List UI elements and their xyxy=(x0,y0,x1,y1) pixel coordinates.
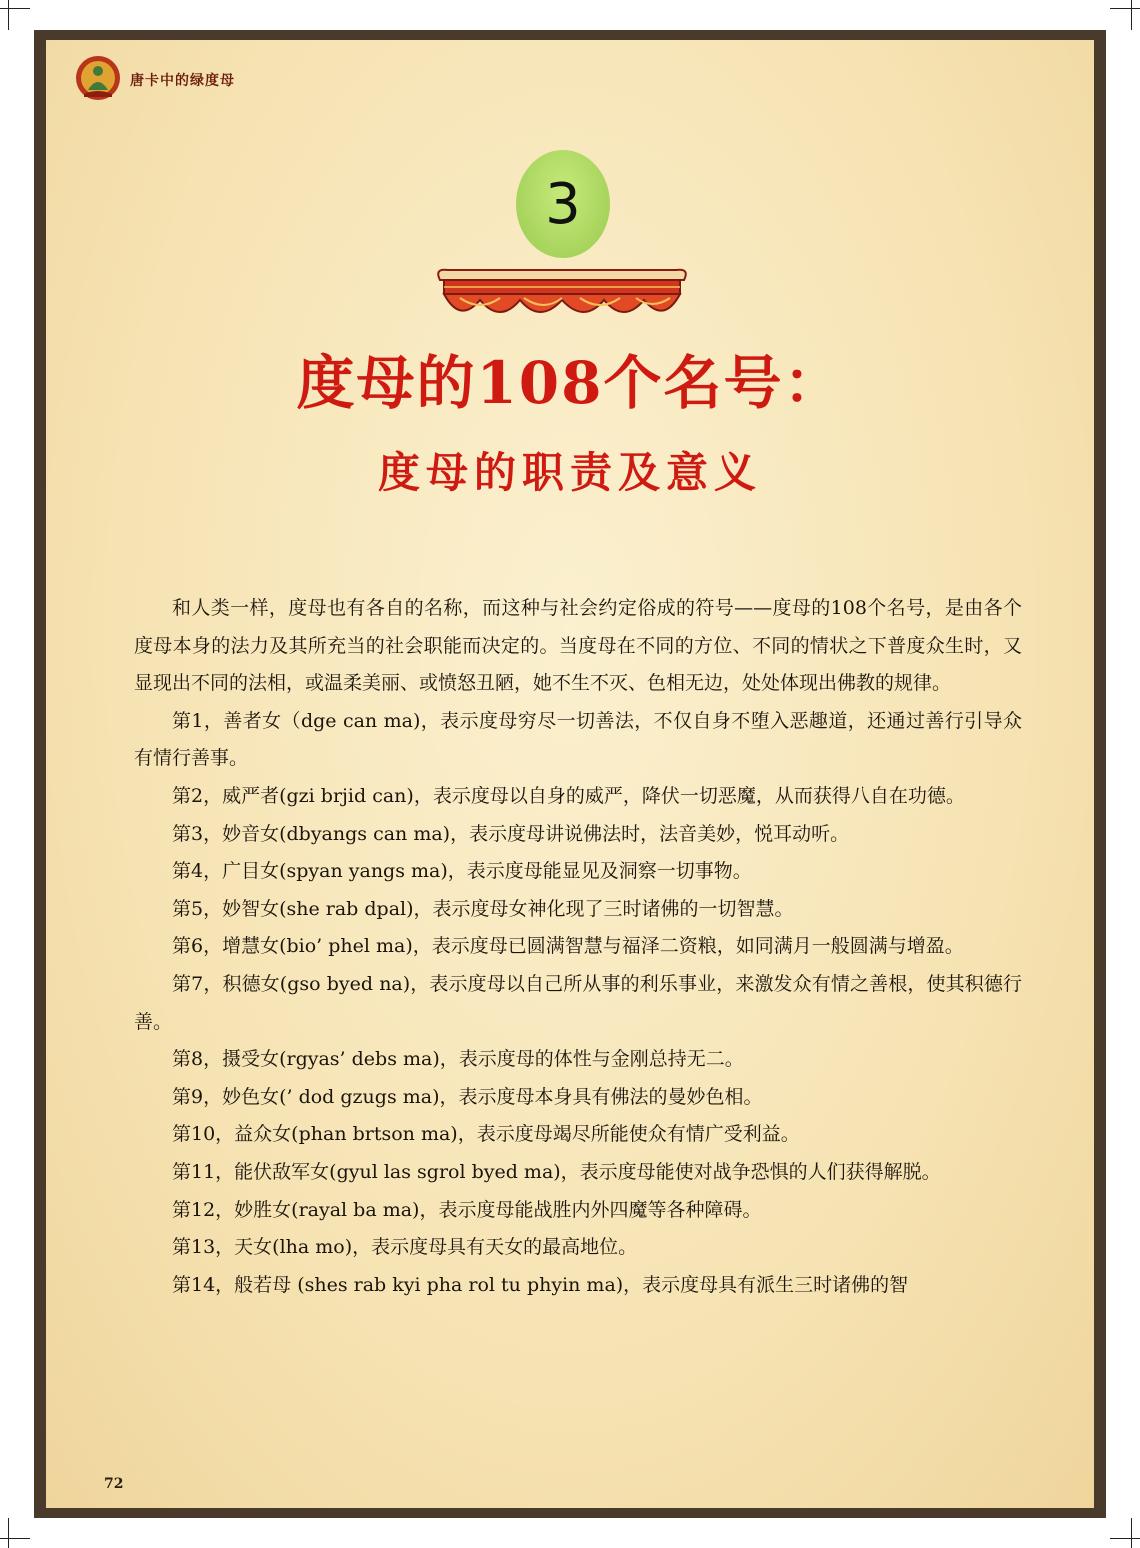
crop-mark xyxy=(8,0,9,30)
chapter-number: 3 xyxy=(545,171,581,237)
paragraph: 第5，妙智女(she rab dpal)，表示度母女神化现了三时诸佛的一切智慧。 xyxy=(172,897,794,920)
running-header: 唐卡中的绿度母 xyxy=(130,73,235,89)
book-page xyxy=(46,40,1094,1508)
green-tara-thangka-icon xyxy=(74,54,122,102)
paragraph: 和人类一样，度母也有各自的名称，而这种与社会约定俗成的符号——度母的108个名号，是由各个度母本身的法力及其所充当的社会职能而决定的。当度母在不同的方位、不同的情状之下普度众生时，又显现出不同的法相，或温柔美丽、或愤怒丑陋，她不生不灭、色相无边，处处体现出佛教的规律。 xyxy=(134,597,1022,695)
paragraph: 第10，益众女(phan brtson ma)，表示度母竭尽所能使众有情广受利益。 xyxy=(172,1123,800,1146)
paragraph: 第1，善者女（dge can ma)，表示度母穷尽一切善法，不仅自身不堕入恶趣道，还通过善行引导众有情行善事。 xyxy=(134,709,1022,770)
paragraph: 第6，增慧女(bio’ phel ma)，表示度母已圆满智慧与福泽二资粮，如同满月一般圆满与增盈。 xyxy=(172,935,964,958)
paragraph: 第12，妙胜女(rayal ba ma)，表示度母能战胜内外四魔等各种障碍。 xyxy=(172,1198,762,1221)
paragraph: 第8，摄受女(rgyas’ debs ma)，表示度母的体性与金刚总持无二。 xyxy=(172,1048,744,1071)
paragraph: 第13，天女(lha mo)，表示度母具有天女的最高地位。 xyxy=(172,1236,638,1259)
body-text xyxy=(134,590,1022,1304)
paragraph: 第7，积德女(gso byed na)，表示度母以自己所从事的利乐事业，来激发众有情之善根，使其积德行善。 xyxy=(134,972,1022,1033)
paragraph: 第14，般若母 (shes rab kyi pha rol tu phyin ma)，表示度母具有派生三时诸佛的智 xyxy=(172,1273,909,1296)
crop-mark xyxy=(1131,1518,1132,1548)
page-title: 度母的108个名号： xyxy=(296,349,844,417)
crop-mark xyxy=(1131,0,1132,30)
crop-mark xyxy=(1110,1538,1140,1539)
paragraph: 第3，妙音女(dbyangs can ma)，表示度母讲说佛法时，法音美妙，悦耳动听。 xyxy=(172,822,850,845)
paragraph: 第9，妙色女(’ dod gzugs ma)，表示度母本身具有佛法的曼妙色相。 xyxy=(172,1085,763,1108)
crop-mark xyxy=(8,1518,9,1548)
crop-mark xyxy=(1110,8,1140,9)
crop-mark xyxy=(0,8,30,9)
paragraph: 第4，广目女(spyan yangs ma)，表示度母能显见及洞察一切事物。 xyxy=(172,860,752,883)
page-number: 72 xyxy=(104,1476,124,1492)
paragraph: 第2，威严者(gzi brjid can)，表示度母以自身的威严，降伏一切恶魔，从而获得八自在功德。 xyxy=(172,784,965,807)
paragraph: 第11，能伏敌军女(gyul las sgrol byed ma)，表示度母能使对战争恐惧的人们获得解脱。 xyxy=(172,1160,941,1183)
crop-mark xyxy=(0,1538,30,1539)
page-subtitle: 度母的职责及意义 xyxy=(377,448,762,497)
lotus-pedestal-icon xyxy=(430,240,694,330)
